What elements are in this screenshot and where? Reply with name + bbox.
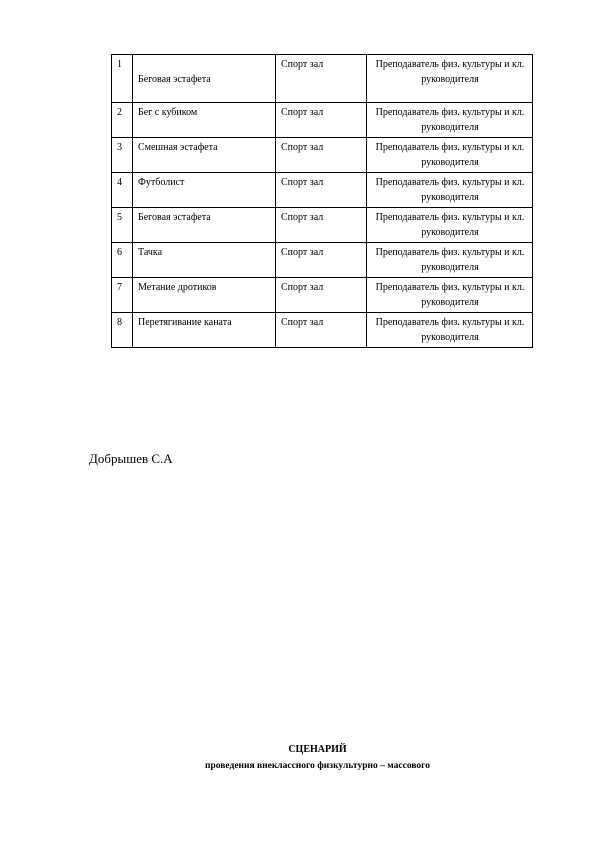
event-name: Бег с кубиком — [133, 103, 276, 138]
event-responsible: Преподаватель физ. культуры и кл. руководителя — [367, 243, 533, 278]
event-name: Футболист — [133, 173, 276, 208]
row-number: 8 — [112, 313, 133, 348]
event-name: Беговая эстафета — [133, 208, 276, 243]
event-place: Спорт зал — [276, 173, 367, 208]
event-name: Тачка — [133, 243, 276, 278]
author-name: Добрышев С.А — [89, 451, 173, 466]
row-number: 5 — [112, 208, 133, 243]
event-place: Спорт зал — [276, 243, 367, 278]
event-responsible: Преподаватель физ. культуры и кл. руководителя — [367, 278, 533, 313]
event-name: Перетягивание каната — [133, 313, 276, 348]
event-place: Спорт зал — [276, 278, 367, 313]
table-row — [112, 278, 533, 313]
scenario-subtitle: проведения внеклассного физкультурно – массового — [205, 761, 430, 771]
event-responsible: Преподаватель физ. культуры и кл. руководителя — [367, 208, 533, 243]
event-place: Спорт зал — [276, 208, 367, 243]
row-number: 2 — [112, 103, 133, 138]
row-number: 6 — [112, 243, 133, 278]
table-row — [112, 173, 533, 208]
scenario-title: СЦЕНАРИЙ — [288, 744, 347, 755]
table-row — [112, 208, 533, 243]
row-number: 3 — [112, 138, 133, 173]
row-number: 4 — [112, 173, 133, 208]
event-name: Смешная эстафета — [133, 138, 276, 173]
event-responsible: Преподаватель физ. культуры и кл. руководителя — [367, 313, 533, 348]
table-row — [112, 138, 533, 173]
event-name — [133, 55, 276, 103]
table-row — [112, 243, 533, 278]
row-number: 7 — [112, 278, 133, 313]
table-row — [112, 103, 533, 138]
event-responsible: Преподаватель физ. культуры и кл. руководителя — [367, 103, 533, 138]
events-table — [111, 54, 533, 348]
event-place: Спорт зал — [276, 138, 367, 173]
row-number: 1 — [112, 55, 133, 103]
event-place: Спорт зал — [276, 313, 367, 348]
event-responsible: Преподаватель физ. культуры и кл. руководителя — [367, 138, 533, 173]
event-responsible: Преподаватель физ. культуры и кл. руководителя — [367, 55, 533, 103]
table-row — [112, 313, 533, 348]
event-place: Спорт зал — [276, 103, 367, 138]
event-name: Метание дротиков — [133, 278, 276, 313]
event-name-text: Беговая эстафета — [138, 74, 211, 85]
table-row — [112, 55, 533, 103]
event-responsible: Преподаватель физ. культуры и кл. руководителя — [367, 173, 533, 208]
event-place: Спорт зал — [276, 55, 367, 103]
